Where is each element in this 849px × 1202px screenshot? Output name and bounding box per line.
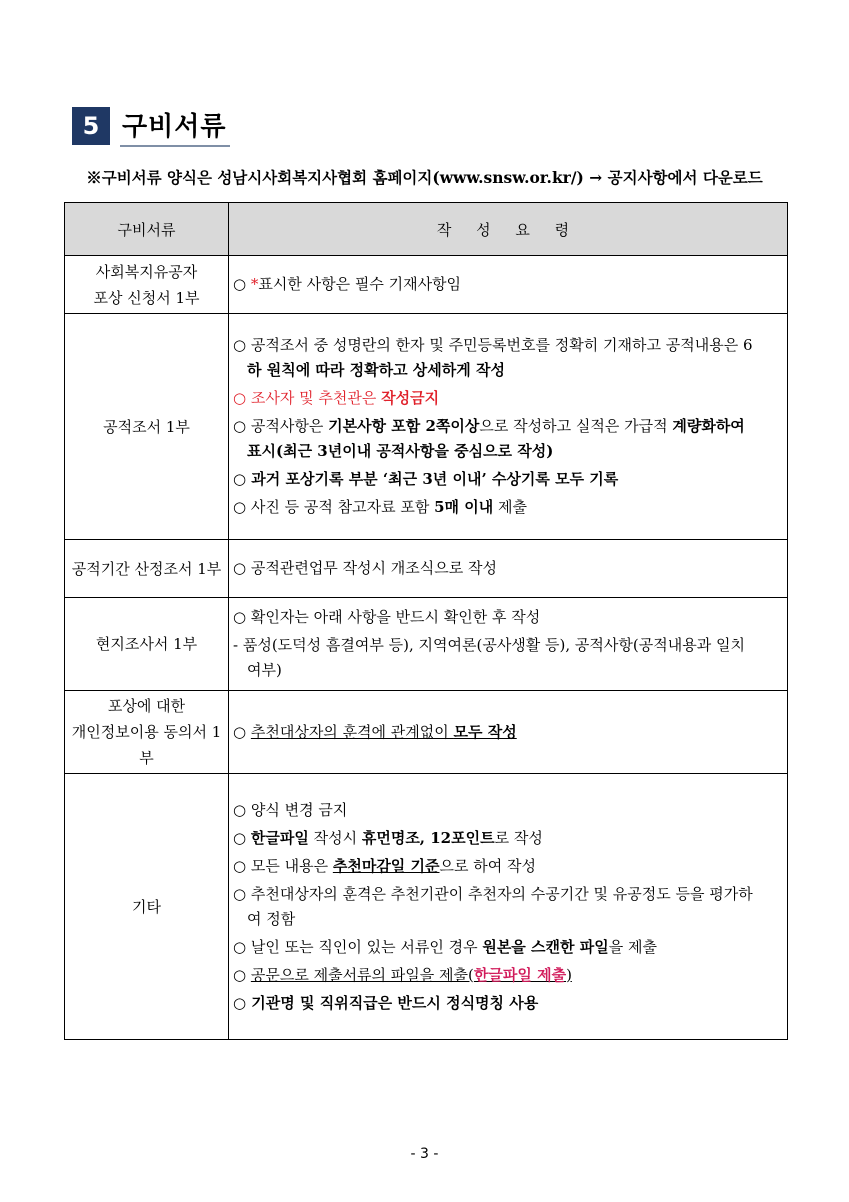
guideline-line: ○ 공적사항은 기본사항 포함 2쪽이상으로 작성하고 실적은 가급적 계량화하여 표시(최근 3년이내 공적사항을 중심으로 작성) (233, 417, 745, 460)
row-content (229, 691, 788, 774)
row-label (65, 691, 229, 774)
row-label: 현지조사서 1부 (65, 598, 229, 691)
guideline-line: ○ 공문으로 제출서류의 파일을 제출(한글파일 제출) (233, 965, 572, 984)
label-line: 포상 신청서 1부 (93, 288, 200, 307)
download-note: ※구비서류 양식은 성남시사회복지사협회 홈페이지(www.snsw.or.kr/) → 공지사항에서 다운로드 (86, 168, 763, 187)
header-guidelines: 작 성 요 령 (229, 203, 788, 256)
label-line: 개인정보이용 동의서 1부 (71, 723, 222, 767)
row-content (229, 540, 788, 598)
table-row (65, 540, 788, 598)
guideline-line: ○ 기관명 및 직위직급은 반드시 정식명칭 사용 (233, 993, 539, 1012)
header-documents: 구비서류 (65, 203, 229, 256)
guideline-line: ○ 한글파일 작성시 휴먼명조, 12포인트로 작성 (233, 828, 543, 847)
page-number: - 3 - (410, 1146, 439, 1162)
row-label (65, 256, 229, 314)
row-label: 기타 (65, 774, 229, 1040)
row-content (229, 598, 788, 691)
guideline-line: ○ 조사자 및 추천관은 작성금지 (233, 389, 440, 407)
table-row (65, 691, 788, 774)
row-content (229, 774, 788, 1040)
guideline-line: ○ 양식 변경 금지 (233, 800, 348, 819)
table-header-row (65, 203, 788, 256)
guideline-line: - 품성(도덕성 흠결여부 등), 지역여론(공사생활 등), 공적사항(공적내용과 일치 여부) (233, 636, 745, 679)
table-row (65, 774, 788, 1040)
row-label: 공적기간 산정조서 1부 (65, 540, 229, 598)
section-number: 5 (72, 107, 110, 145)
table-row (65, 598, 788, 691)
guideline-line: ○ 추천대상자의 훈격은 추천기관이 추천자의 수공기간 및 유공정도 등을 평가하 여 정함 (233, 884, 753, 928)
label-line: 포상에 대한 (107, 697, 186, 715)
section-title: 구비서류 (120, 106, 230, 147)
row-label: 공적조서 1부 (65, 314, 229, 540)
table-row (65, 256, 788, 314)
guideline-line: ○ 날인 또는 직인이 있는 서류인 경우 원본을 스캔한 파일을 제출 (233, 937, 657, 956)
documents-table (64, 202, 788, 1040)
guideline-line: ○ 공적조서 중 성명란의 한자 및 주민등록번호를 정확히 기재하고 공적내용은 6 하 원칙에 따라 정확하고 상세하게 작성 (233, 336, 753, 379)
guideline-line: ○ 공적관련업무 작성시 개조식으로 작성 (233, 559, 498, 577)
label-line: 사회복지유공자 (95, 262, 198, 281)
guideline-line: ○ *표시한 사항은 필수 기재사항임 (233, 275, 462, 293)
guideline-line: ○ 사진 등 공적 참고자료 포함 5매 이내 제출 (233, 498, 527, 516)
row-content (229, 314, 788, 540)
table-row (65, 314, 788, 540)
section-header (72, 106, 230, 146)
row-content (229, 256, 788, 314)
guideline-line: ○ 과거 포상기록 부분 ‘최근 3년 이내’ 수상기록 모두 기록 (233, 470, 619, 488)
guideline-line: ○ 모든 내용은 추천마감일 기준으로 하여 작성 (233, 856, 536, 875)
guideline-line: ○ 확인자는 아래 사항을 반드시 확인한 후 작성 (233, 608, 541, 626)
guideline-line: ○ 추천대상자의 훈격에 관계없이 모두 작성 (233, 722, 517, 741)
